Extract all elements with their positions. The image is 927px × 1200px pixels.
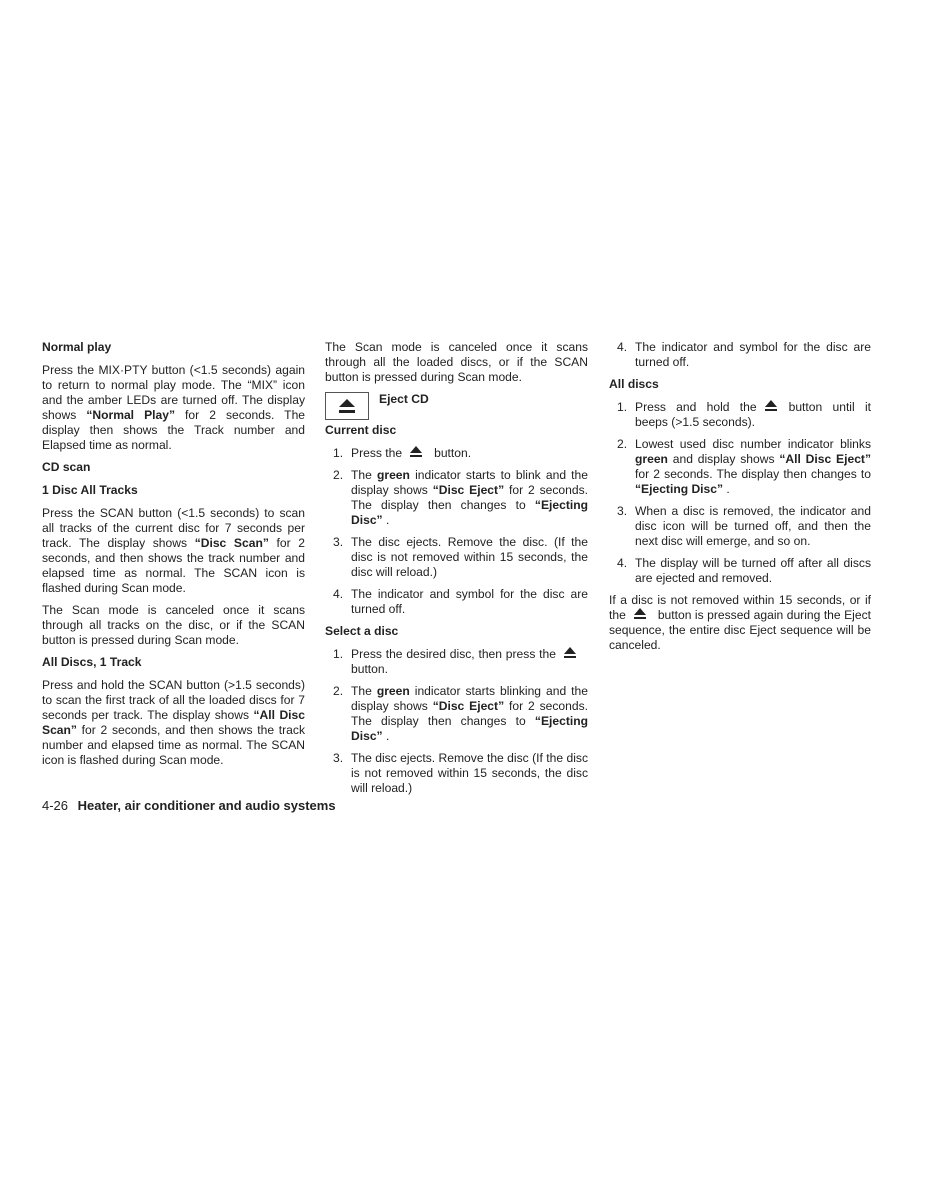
list-item: 4. The display will be turned off after all discs are ejected and removed. [617,556,871,585]
list-item: 4. The indicator and symbol for the disc are turned off. [333,587,588,616]
column-2 [325,340,588,803]
list-item: 2. The green indicator starts blinking and the display shows “Disc Eject” for 2 seconds. The display then changes to “Ejecting Disc” . [333,684,589,743]
subheading-current-disc: Current disc [325,423,397,437]
eject-icon [765,400,777,412]
list-item: 2. The green indicator starts to blink and the display shows “Disc Eject” for 2 seconds. The display then changes to “Ejecting Disc” . [333,468,589,527]
section-heading-eject-cd: Eject CD [379,392,429,406]
list-item: 1. Press the button. [333,446,472,460]
section-heading-normal-play: Normal play [42,340,112,354]
list-item: 2. Lowest used disc number indicator blinks green and display shows “All Disc Eject” for 2 seconds. The display then changes to “Ejecting Disc” . [617,437,871,496]
eject-icon [339,399,355,413]
scan-cancel-paragraph: The Scan mode is canceled once it scans through all the loaded discs, or if the SCAN button is pressed during Scan mode. [325,340,588,384]
all-discs-paragraph: Press and hold the SCAN button (>1.5 seconds) to scan the first track of all the loaded discs for 7 seconds per track. The display shows “All Disc Scan” for 2 seconds, and then shows the track number and elapsed time as normal. The SCAN icon is flashed during Scan mode. [42,678,305,767]
subheading-select-a-disc: Select a disc [325,624,399,638]
one-disc-cancel-paragraph: The Scan mode is canceled once it scans through all tracks on the disc, or if the SCAN button is pressed during Scan mode. [42,603,305,647]
eject-icon [410,446,422,458]
column-3 [609,340,871,660]
subheading-all-discs: All discs [609,377,659,391]
subheading-1-disc-all-tracks: 1 Disc All Tracks [42,483,138,497]
list-item: 1. Press and hold the button until it beeps (>1.5 seconds). [617,400,871,429]
current-disc-steps [325,446,588,617]
page-footer [42,798,336,813]
list-item: 4. The indicator and symbol for the disc are turned off. [617,340,871,369]
chapter-title: Heater, air conditioner and audio systems [77,798,336,813]
list-item: 3. The disc ejects. Remove the disc (If the disc is not removed within 15 seconds, the disc will reload.) [333,751,588,795]
column-1 [42,340,305,775]
one-disc-paragraph: Press the SCAN button (<1.5 seconds) to scan all tracks of the current disc for 7 seconds per track. The display shows “Disc Scan” for 2 seconds, and then shows the track number and elapsed time as normal. The SCAN icon is flashed during Scan mode. [42,506,305,595]
section-heading-cd-scan: CD scan [42,460,91,474]
select-disc-steps [325,647,588,796]
normal-play-paragraph: Press the MIX·PTY button (<1.5 seconds) again to return to normal play mode. The “MIX” icon and the amber LEDs are turned off. The display shows “Normal Play” for 2 seconds. The display then shows the Track number and Elapsed time as normal. [42,363,306,452]
eject-icon [634,608,646,620]
eject-cd-heading-block [325,392,588,420]
list-item: 3. When a disc is removed, the indicator and disc icon will be turned off, and then the next disc will emerge, and so on. [617,504,871,548]
eject-icon [564,647,576,659]
page-number: 4-26 [42,798,69,813]
eject-button-illustration [325,392,369,420]
list-item: 3. The disc ejects. Remove the disc. (If the disc is not removed within 15 seconds, the disc will reload.) [333,535,588,579]
subheading-all-discs-1-track: All Discs, 1 Track [42,655,142,669]
select-disc-steps-continued [609,340,871,370]
all-discs-steps [609,400,871,586]
eject-cancel-paragraph: If a disc is not removed within 15 seconds, or if the button is pressed again during the Eject sequence, the entire disc Eject sequence will be canceled. [609,593,871,652]
list-item: 1. Press the desired disc, then press thebutton. [325,647,588,677]
